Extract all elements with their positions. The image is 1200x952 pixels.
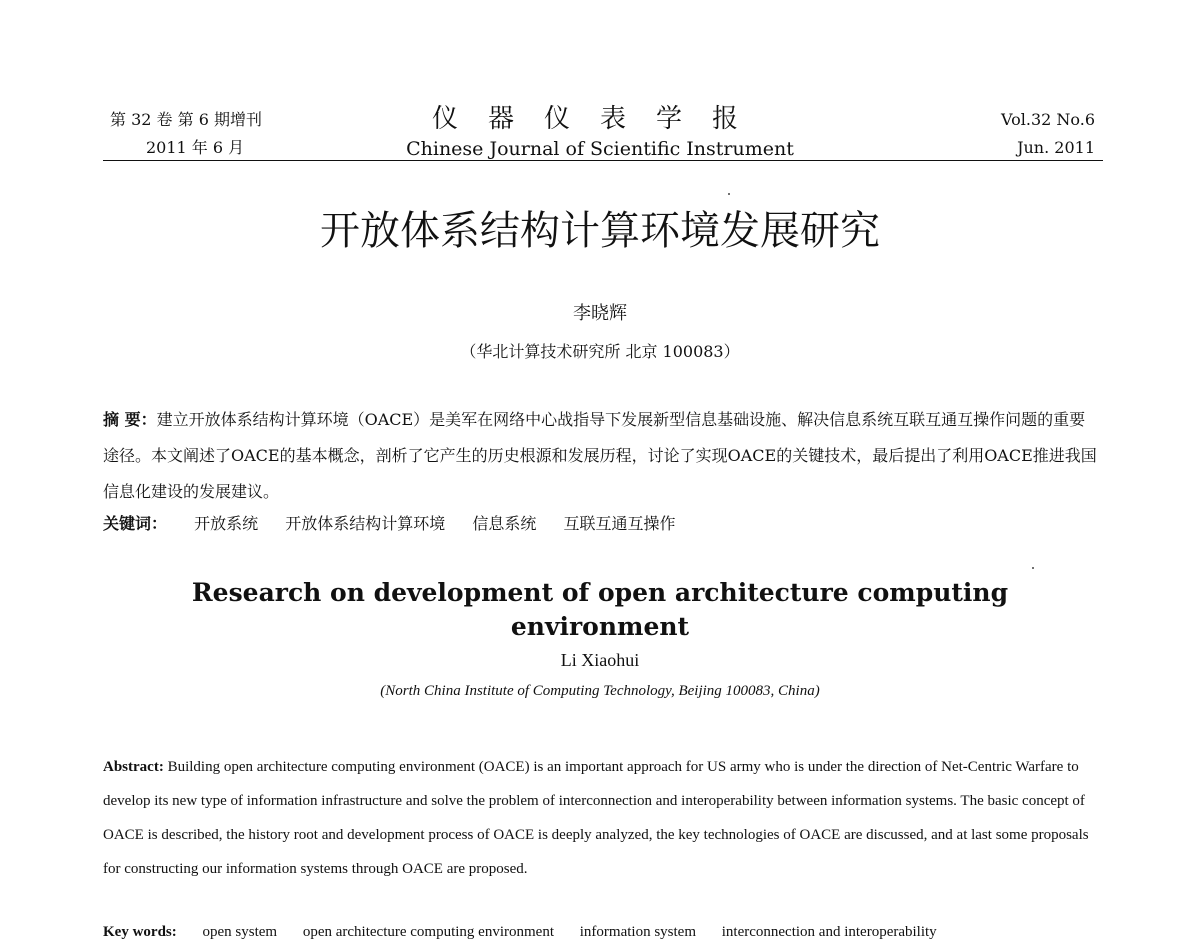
- author-cn: 李晓辉: [573, 303, 627, 324]
- keyword-en: open architecture computing environment: [302, 924, 554, 940]
- keyword-en: interconnection and interoperability: [721, 924, 937, 940]
- scan-dot: [728, 193, 730, 195]
- abstract-label-cn: 摘 要：: [103, 410, 157, 429]
- paper-title-en: Research on development of open architecture computing environment: [191, 578, 1009, 641]
- date-en: Jun. 2011: [1017, 138, 1095, 157]
- keyword-en: information system: [579, 924, 696, 940]
- volume-issue: 第 32 卷 第 6 期增刊: [110, 110, 262, 129]
- abstract-label-en: Abstract:: [103, 759, 164, 775]
- keywords-label-cn: 关键词：: [103, 514, 168, 533]
- abstract-en: [103, 750, 1101, 886]
- keyword-cn: 互联互通互操作: [563, 514, 676, 533]
- abstract-text-en: Building open architecture computing environment (OACE) is an important approach for US army who is under the direction of Net-Centric Warfare to develop its new type of information infrastructure and solve the problem of interconnection and interoperability between information systems. The basic concept of OACE is described, the history root and development process of OACE is deeply analyzed, the key technologies of OACE are discussed, and at last some proposals for constructing our information systems through OACE are proposed.: [103, 759, 1089, 877]
- keyword-cn: 开放系统: [194, 514, 259, 533]
- keywords-cn: [103, 512, 1101, 536]
- keywords-label-en: Key words:: [103, 924, 177, 940]
- volume-en: Vol.32 No.6: [1001, 110, 1095, 129]
- author-en: Li Xiaohui: [560, 650, 640, 670]
- keyword-en: open system: [202, 924, 278, 940]
- keyword-cn: 信息系统: [472, 514, 537, 533]
- keywords-en: [103, 920, 1101, 944]
- abstract-text-cn: 建立开放体系结构计算环境（OACE）是美军在网络中心战指导下发展新型信息基础设施、解决信息系统互联互通互操作问题的重要途径。本文阐述了OACE的基本概念，剖析了它产生的历史根源和发展历程，讨论了实现OACE的关键技术，最后提出了利用OACE推进我国信息化建设的发展建议。: [103, 410, 1097, 501]
- paper-title-cn: 开放体系结构计算环境发展研究: [320, 208, 880, 254]
- keyword-cn: 开放体系结构计算环境: [285, 514, 446, 533]
- journal-title-en: Chinese Journal of Scientific Instrument: [406, 138, 794, 160]
- affiliation-en: (North China Institute of Computing Technology, Beijing 100083, China): [380, 683, 820, 699]
- scan-dot: [1032, 567, 1034, 569]
- abstract-cn: [103, 402, 1101, 510]
- journal-title-cn: 仪器仪表学报: [431, 104, 768, 134]
- date-cn: 2011 年 6 月: [146, 138, 245, 157]
- affiliation-cn: （华北计算技术研究所 北京 100083）: [460, 342, 740, 361]
- header-rule: [103, 160, 1103, 161]
